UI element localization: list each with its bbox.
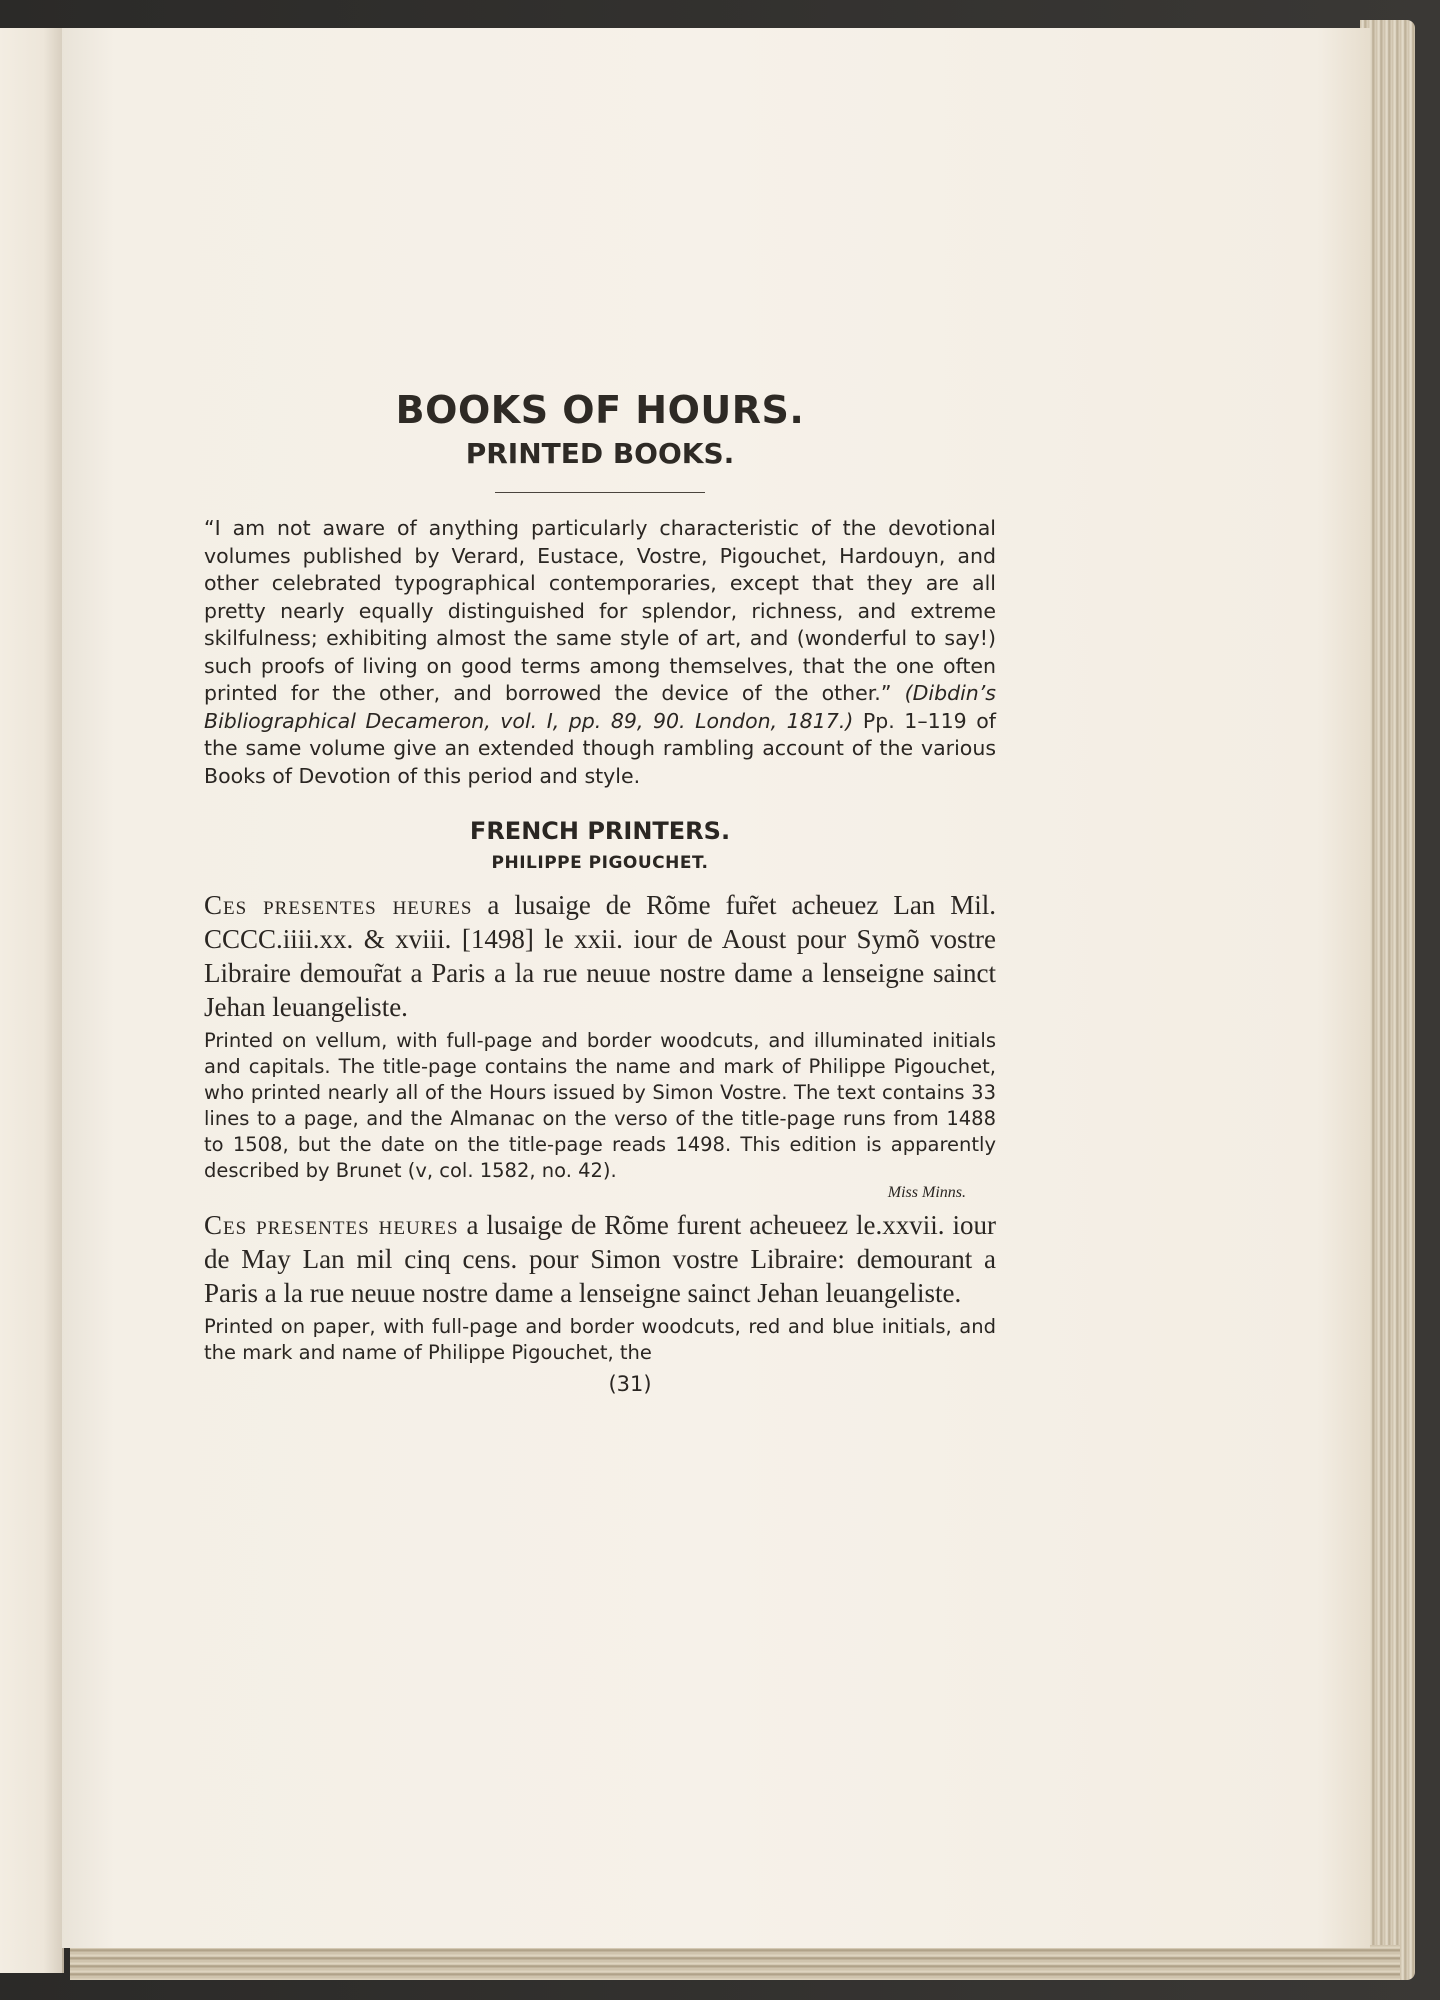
incipit-caps: Ces presentes heures (204, 890, 473, 920)
quote-text: “I am not aware of anything particularly characteristic of the devotional volumes published by Verard, Eustace, Vostre, Pigouchet, Hardouyn, and other celebrated typographical contemporaries, except that they are all pretty nearly equally distinguished for splendor, richness, and extreme skilfulness; exhibiting almost the same style of art, and (wonderful to say!) such proofs of living on good terms among themselves, that the one often printed for the other, and borrowed the device of the other.” (204, 516, 996, 705)
page-number: (31) (608, 1372, 652, 1396)
entry-incipit (204, 1208, 996, 1310)
divider-rule (495, 492, 705, 493)
entry-description: Printed on paper, with full-page and border woodcuts, red and blue initials, and the mark and name of Philippe Pigouchet, the (204, 1315, 996, 1364)
printer-heading: PHILIPPE PIGOUCHET. (491, 853, 709, 873)
entry-description: Printed on vellum, with full-page and border woodcuts, and illuminated initials and capitals. The title-page contains the name and mark of Philippe Pigouchet, who printed nearly all of the Hours issued by Simon Vostre. The text contains 33 lines to a page, and the Almanac on the verso of the title-page runs from 1488 to 1508, but the date on the title-page reads 1498. This edition is apparently described by Brunet (v, col. 1582, no. 42). (204, 1029, 996, 1182)
entry-incipit (204, 888, 996, 1024)
entry (204, 1208, 996, 1366)
incipit-caps: Ces presentes heures (204, 1210, 459, 1240)
dibdin-quote (204, 515, 996, 790)
entry-owner: Miss Minns. (887, 1184, 966, 1201)
page-content (204, 388, 996, 1396)
book-page (62, 28, 1370, 1948)
section-heading: FRENCH PRINTERS. (469, 817, 731, 845)
page-subtitle: PRINTED BOOKS. (465, 437, 735, 470)
incipit-text: a lusaige de Rõme furent acheueez le.xxvii. iour de May Lan mil cinq cens. pour Simon vostre Libraire: demourant a Paris a la rue neuue nostre dame a lenseigne sainct Jehan leuangeliste. (204, 1210, 996, 1308)
entry (204, 888, 996, 1202)
facing-page-edge (0, 28, 64, 1973)
quote-citation: (Dibdin’s Bibliographical Decameron, vol. I, pp. 89, 90. London, 1817.) (204, 681, 996, 733)
page-title: BOOKS OF HOURS. (395, 388, 805, 432)
page-bottom-edge (70, 1945, 1400, 1980)
quote-note: Pp. 1–119 of the same volume give an extended though rambling account of the various Books of Devotion of this period and style. (204, 708, 996, 788)
incipit-text: a lusaige de Rõme fur̃et acheuez Lan Mil. CCCC.iiii.xx. & xviii. [1498] le xxii. iour de Aoust pour Symõ vostre Libraire demour̃at a Paris a la rue neuue nostre dame a lenseigne sainct Jehan leuangeliste. (204, 890, 996, 1022)
